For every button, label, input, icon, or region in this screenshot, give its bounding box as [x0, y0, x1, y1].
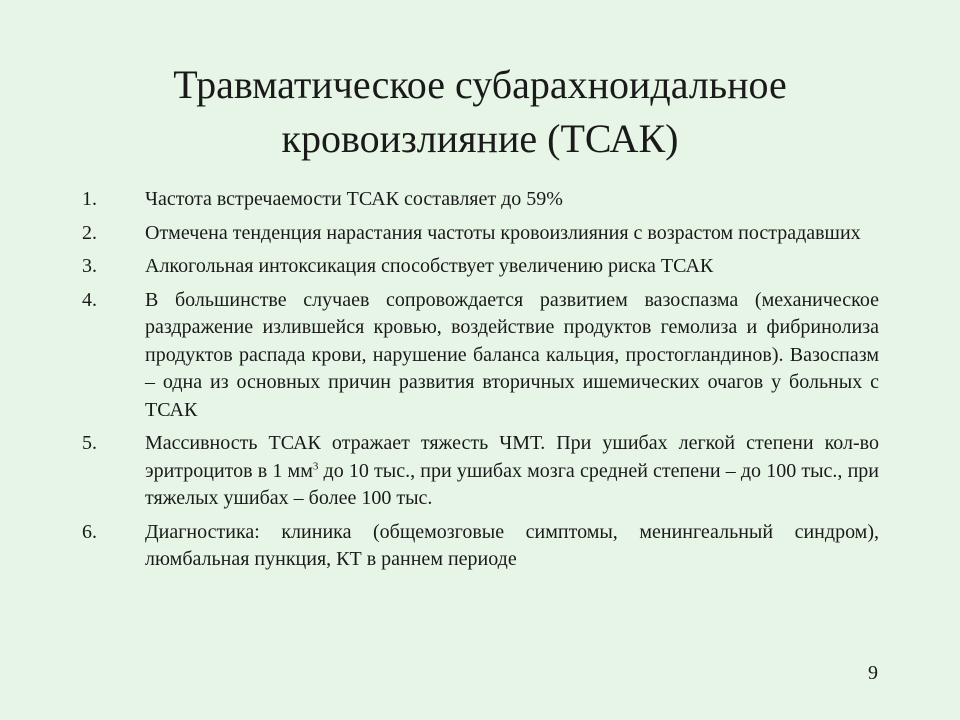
- list-item: [82, 430, 879, 513]
- list-item-text: [145, 430, 879, 513]
- list-item: [82, 186, 879, 214]
- slide-title-line-1: Травматическое субарахноидальное: [173, 62, 787, 107]
- slide-title: [80, 58, 880, 166]
- list-item: [82, 253, 879, 281]
- list-item-text-part: до 10 тыс., при ушибах мозга средней степени – до 100 тыс., при тяжелых ушибах – более 100 тыс.: [145, 459, 880, 509]
- page-number: 9: [868, 662, 878, 684]
- list-item-number: 5.: [82, 432, 97, 454]
- list-item-number: 2.: [82, 221, 97, 244]
- list-item-number: 4.: [82, 288, 97, 311]
- list-item-text: Диагностика: клиника (общемозговые симптомы, менингеальный синдром), люмбальная пункция, КТ в раннем периоде: [145, 520, 879, 570]
- list-item-text: В большинстве случаев сопровождается развитием вазоспазма (механическое раздражение излившейся кровью, воздействие продуктов гемолиза и фибринолиза продуктов распада крови, нарушение баланса кальция, простогландинов). Вазоспазм – одна из основных причин развития вторичных ишемических очагов у больных с ТСАК: [145, 288, 879, 421]
- list-item-text: Частота встречаемости ТСАК составляет до 59%: [145, 188, 563, 210]
- list-item-number: 3.: [82, 255, 97, 277]
- list-item: [82, 220, 879, 248]
- list-item: [82, 519, 879, 574]
- slide-title-line-2: кровоизлияние (ТСАК): [281, 116, 679, 161]
- list-item-number: 1.: [82, 188, 97, 210]
- list-item: [82, 287, 879, 425]
- list-item-text: Алкогольная интоксикация способствует увеличению риска ТСАК: [145, 255, 714, 277]
- list-item-text: Отмечена тенденция нарастания частоты кровоизлияния с возрастом пострадавших: [145, 221, 861, 244]
- list-item-text-part: Массивность ТСАК отражает тяжесть ЧМТ. При ушибах легкой степени кол-во эритроцитов в 1 мм: [145, 432, 879, 482]
- numbered-list: [82, 186, 879, 580]
- superscript-cubed: 3: [312, 459, 319, 472]
- list-item-number: 6.: [82, 520, 97, 543]
